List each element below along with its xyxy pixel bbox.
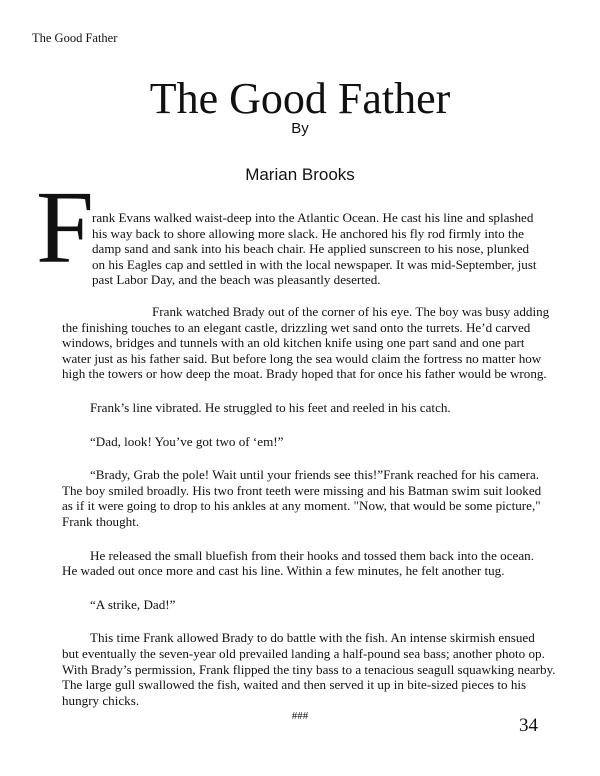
paragraph — [62, 400, 548, 416]
story-title: The Good Father — [149, 74, 451, 123]
byline: By — [291, 120, 309, 137]
paragraph-line: the finishing touches to an elegant castle, drizzling wet sand onto the turrets. He’d carved — [62, 319, 531, 335]
story-body — [62, 304, 556, 726]
paragraph — [62, 548, 548, 579]
paragraph-line: “A strike, Dad!” — [90, 596, 176, 612]
opening-line: on his Eagles cap and settled in with the local newspaper. It was mid-September, just — [92, 256, 537, 272]
drop-cap: F — [36, 170, 94, 285]
page-number: 34 — [519, 715, 538, 736]
running-header: The Good Father — [32, 31, 118, 45]
paragraph — [62, 434, 548, 450]
opening-line: past Labor Day, and the beach was pleasantly deserted. — [92, 272, 381, 288]
opening-line: damp sand and sank into his beach chair. He applied sunscreen to his nose, plunked — [92, 241, 530, 257]
paragraph-line: With Brady’s permission, Frank flipped the tiny bass to a tenacious seagull squawking nearby. — [62, 661, 556, 677]
opening-line: his way back to shore allowing more slack. He anchored his fly rod firmly into the — [92, 225, 524, 241]
paragraph-line: He waded out once more and cast his line. Within a few minutes, he felt another tug. — [62, 563, 505, 579]
opening-paragraph — [92, 210, 562, 288]
paragraph — [62, 467, 548, 529]
paragraph-line: water just as his father said. But before long the sea would claim the fortress no matter how — [62, 350, 542, 366]
paragraph — [62, 597, 548, 613]
opening-line: rank Evans walked waist-deep into the Atlantic Ocean. He cast his line and splashed — [92, 210, 534, 225]
paragraph-line: The boy smiled broadly. His two front teeth were missing and his Batman swim suit looked — [62, 482, 542, 498]
paragraph-line: high the towers or how deep the moat. Brady hoped that for once his father would be wrong. — [62, 366, 547, 382]
paragraph-line: He released the small bluefish from their hooks and tossed them back into the ocean. — [90, 547, 534, 563]
paragraph-line: hungry chicks. — [62, 692, 140, 708]
paragraph-line: Frank watched Brady out of the corner of his eye. The boy was busy adding — [152, 304, 550, 319]
paragraph-line: as if it were going to drop to his ankles at any moment. "Now, that would be some picture," — [62, 498, 541, 514]
paragraph-line: The large gull swallowed the fish, waited and then served it up in bite-sized pieces to his — [62, 677, 527, 693]
end-mark: ### — [291, 710, 309, 722]
paragraph-line: This time Frank allowed Brady to do battle with the fish. An intense skirmish ensued — [90, 630, 535, 646]
paragraph — [62, 630, 556, 708]
paragraph-line: “Dad, look! You’ve got two of ‘em!” — [90, 433, 284, 449]
paragraph — [62, 304, 548, 382]
paragraph-line: but eventually the seven-year old prevailed landing a half-pound sea bass; another photo op. — [62, 645, 545, 661]
paragraph-line: Frank thought. — [62, 513, 140, 529]
paragraph-line: “Brady, Grab the pole! Wait until your friends see this!”Frank reached for his camera. — [90, 467, 540, 483]
paragraph-line: windows, bridges and tunnels with an old kitchen knife using one part sand and one part — [62, 335, 525, 351]
paragraph-line: Frank’s line vibrated. He struggled to his feet and reeled in his catch. — [90, 399, 451, 415]
author-name: Marian Brooks — [245, 165, 355, 184]
